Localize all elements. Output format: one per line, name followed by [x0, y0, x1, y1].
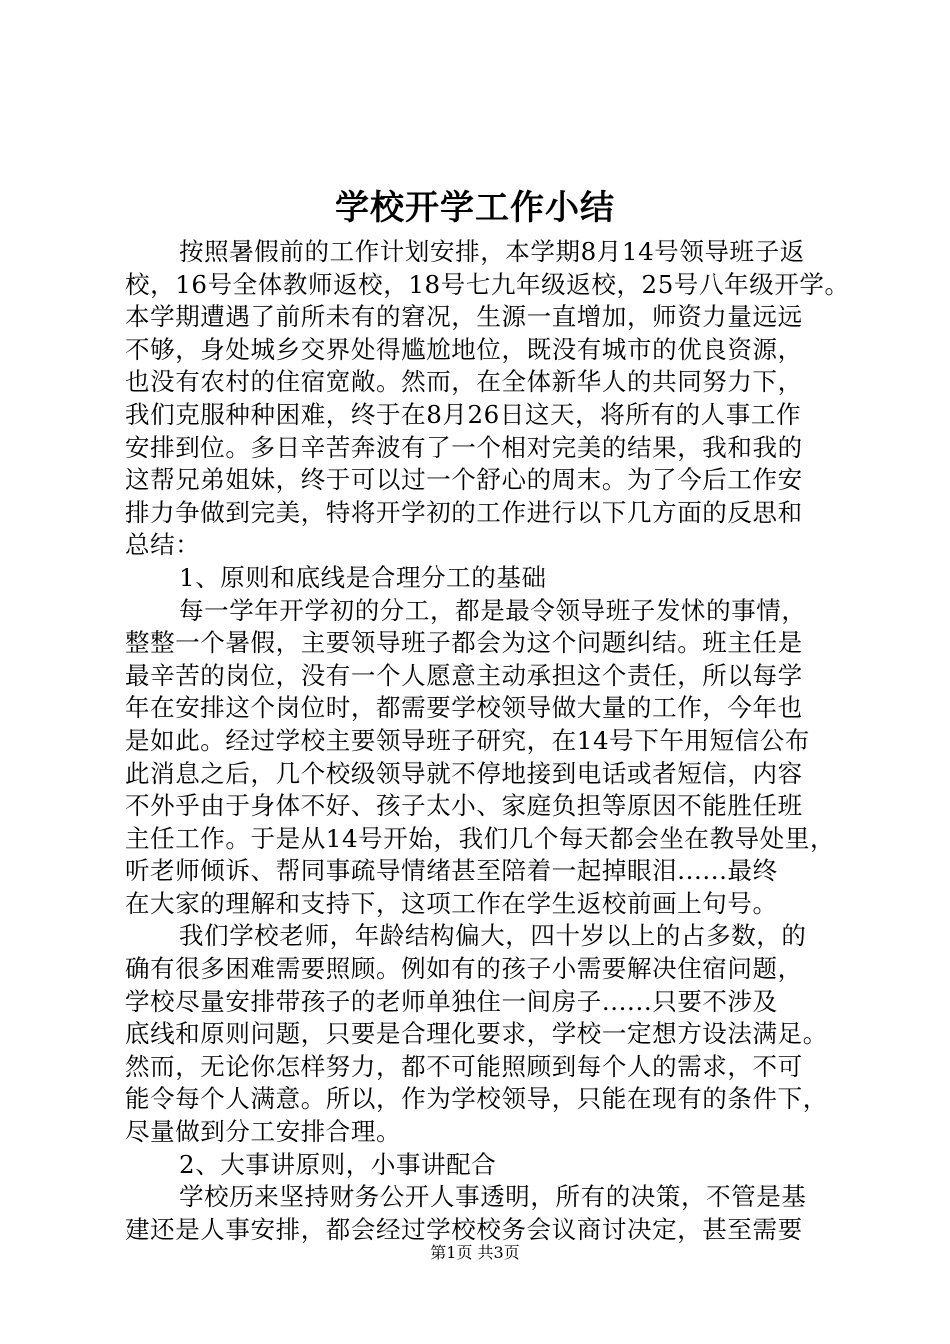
text-line: 排力争做到完美，特将开学初的工作进行以下几方面的反思和	[125, 497, 803, 527]
text-line: 本学期遭遇了前所未有的窘况，生源一直增加，师资力量远远	[125, 302, 803, 332]
page-footer: 第1页 共3页	[430, 1243, 520, 1262]
text-line: 安排到位。多日辛苦奔波有了一个相对完美的结果，我和我的	[125, 432, 803, 462]
text-line: 每一学年开学初的分工，都是最令领导班子发怵的事情，	[179, 595, 807, 625]
text-line: 我们克服种种困难，终于在8月26日这天，将所有的人事工作	[125, 399, 802, 429]
text-line: 听老师倾诉、帮同事疏导情绪甚至陪着一起掉眼泪......最终	[125, 856, 778, 886]
text-line: 也没有农村的住宿宽敞。然而，在全体新华人的共同努力下，	[125, 367, 803, 397]
text-line: 底线和原则问题，只要是合理化要求，学校一定想方设法满足。	[125, 1019, 828, 1049]
text-line: 总结：	[125, 530, 201, 560]
text-line: 整整一个暑假，主要领导班子都会为这个问题纠结。班主任是	[125, 628, 803, 658]
text-line: 我们学校老师，年龄结构偏大，四十岁以上的占多数，的	[179, 921, 807, 951]
section-heading: 2、大事讲原则，小事讲配合	[179, 1149, 497, 1179]
text-line: 主任工作。于是从14号开始，我们几个每天都会坐在教导处里，	[125, 823, 836, 853]
text-line: 最辛苦的岗位，没有一个人愿意主动承担这个责任，所以每学	[125, 660, 803, 690]
text-line: 按照暑假前的工作计划安排，本学期8月14号领导班子返	[179, 237, 805, 266]
text-line: 然而，无论你怎样努力，都不可能照顾到每个人的需求，不可	[125, 1051, 803, 1081]
section-heading: 1、原则和底线是合理分工的基础	[179, 562, 547, 592]
text-line: 校，16号全体教师返校，18号七九年级返校，25号八年级开学。	[125, 269, 850, 299]
text-line: 确有很多困难需要照顾。例如有的孩子小需要解决住宿问题，	[125, 954, 803, 984]
text-line: 尽量做到分工安排合理。	[125, 1117, 402, 1147]
text-line: 年在安排这个岗位时，都需要学校领导做大量的工作，今年也	[125, 693, 803, 723]
text-line: 这帮兄弟姐妹，终于可以过一个舒心的周末。为了今后工作安	[125, 465, 803, 495]
document-body	[125, 236, 865, 1246]
text-line: 不外乎由于身体不好、孩子太小、家庭负担等原因不能胜任班	[125, 791, 803, 821]
text-line: 学校历来坚持财务公开人事透明，所有的决策，不管是基	[179, 1182, 807, 1212]
text-line: 不够，身处城乡交界处得尴尬地位，既没有城市的优良资源，	[125, 334, 803, 364]
document-title: 学校开学工作小结	[335, 188, 615, 228]
text-line: 学校尽量安排带孩子的老师单独住一间房子......只要不涉及	[125, 986, 778, 1016]
text-line: 能令每个人满意。所以，作为学校领导，只能在现有的条件下，	[125, 1084, 828, 1114]
text-line: 此消息之后，几个校级领导就不停地接到电话或者短信，内容	[125, 758, 803, 788]
text-line: 是如此。经过学校主要领导班子研究，在14号下午用短信公布	[125, 725, 810, 755]
text-line: 在大家的理解和支持下，这项工作在学生返校前画上句号。	[125, 888, 778, 918]
text-line: 建还是人事安排，都会经过学校校务会议商讨决定，甚至需要	[125, 1214, 803, 1244]
